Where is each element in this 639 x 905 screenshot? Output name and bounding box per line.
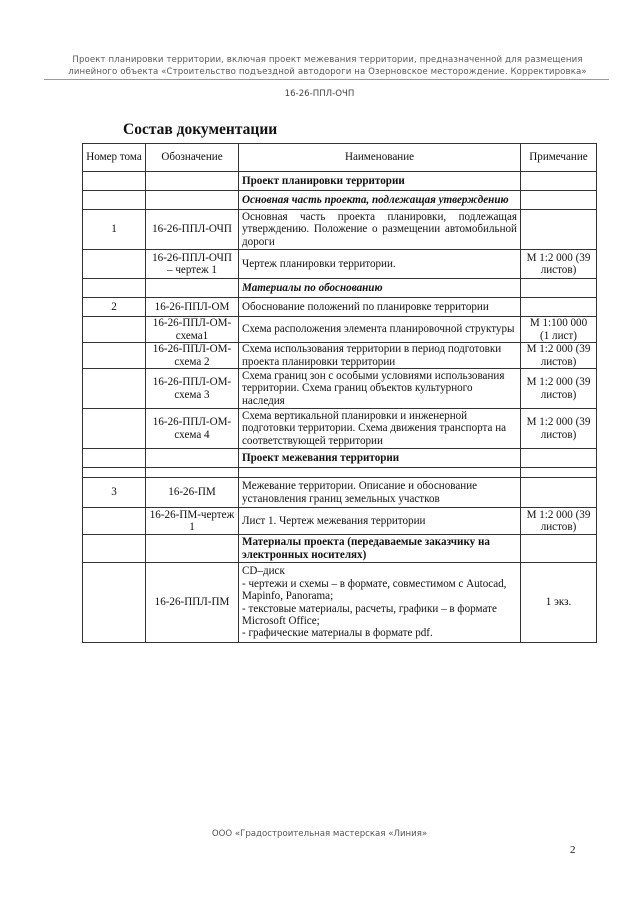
cell-designation: 16-26-ППЛ-ОМ-схема 3 bbox=[146, 369, 239, 409]
cell-note: М 1:2 000 (39 листов) bbox=[521, 409, 597, 449]
document-code: 16-26-ППЛ-ОЧП bbox=[284, 89, 355, 99]
cell-num bbox=[83, 343, 146, 369]
cell-num bbox=[83, 191, 146, 210]
cell-name bbox=[239, 210, 521, 250]
cell-note bbox=[521, 210, 597, 250]
cell-designation: 16-26-ППЛ-ОМ bbox=[146, 298, 239, 317]
header-cell-name: Наименование bbox=[239, 144, 521, 172]
cell-empty bbox=[83, 468, 146, 478]
cell-num bbox=[83, 535, 146, 563]
header-cell-num: Номер тома bbox=[83, 144, 146, 172]
cell-empty bbox=[239, 468, 521, 478]
cell-designation bbox=[146, 279, 239, 298]
cell-num bbox=[83, 409, 146, 449]
cell-note: М 1:2 000 (39 листов) bbox=[521, 508, 597, 535]
table-row bbox=[83, 191, 597, 210]
cell-note bbox=[521, 449, 597, 468]
cell-num bbox=[83, 317, 146, 343]
table-row bbox=[83, 478, 597, 508]
cell-name: Чертеж планировки территории. bbox=[239, 250, 521, 279]
cell-note bbox=[521, 279, 597, 298]
table-row bbox=[83, 250, 597, 279]
cell-note: 1 экз. bbox=[521, 563, 597, 643]
cell-designation bbox=[146, 191, 239, 210]
cell-name: Межевание территории. Описание и обоснование установления границ земельных участков bbox=[239, 478, 521, 508]
cell-num: 2 bbox=[83, 298, 146, 317]
cell-num bbox=[83, 172, 146, 191]
cell-note bbox=[521, 535, 597, 563]
cell-name: Схема расположения элемента планировочной структуры bbox=[239, 317, 521, 343]
cell-note: М 1:2 000 (39 листов) bbox=[521, 369, 597, 409]
cell-name: Обоснование положений по планировке территории bbox=[239, 298, 521, 317]
cell-num bbox=[83, 449, 146, 468]
subsection-heading: Основная часть проекта, подлежащая утверждению bbox=[239, 191, 521, 210]
table-row bbox=[83, 369, 597, 409]
cell-designation bbox=[146, 535, 239, 563]
page-number: 2 bbox=[570, 844, 576, 856]
cell-note bbox=[521, 478, 597, 508]
cell-name: Схема границ зон с особыми условиями использования территории. Схема границ объектов культурного наследия bbox=[239, 369, 521, 409]
cell-designation: 16-26-ППЛ-ОЧП bbox=[146, 210, 239, 250]
cell-num bbox=[83, 563, 146, 643]
table-row bbox=[83, 279, 597, 298]
cell-num: 1 bbox=[83, 210, 146, 250]
section-heading: Проект планировки территории bbox=[239, 172, 521, 191]
header-cell-designation: Обозначение bbox=[146, 144, 239, 172]
footer-company: ООО «Градостроительная мастерская «Линия» bbox=[211, 829, 428, 839]
cell-name: Схема вертикальной планировки и инженерной подготовки территории. Схема движения транспорта на соответствующей территории bbox=[239, 409, 521, 449]
cell-num bbox=[83, 369, 146, 409]
table-row bbox=[83, 172, 597, 191]
cell-num bbox=[83, 508, 146, 535]
cell-note bbox=[521, 172, 597, 191]
cell-designation: 16-26-ППЛ-ПМ bbox=[146, 563, 239, 643]
table-row bbox=[83, 317, 597, 343]
cell-designation: 16-26-ППЛ-ОМ-схема1 bbox=[146, 317, 239, 343]
cell-designation: 16-26-ППЛ-ОЧП – чертеж 1 bbox=[146, 250, 239, 279]
page-title: Состав документации bbox=[123, 121, 278, 138]
cell-note: М 1:2 000 (39 листов) bbox=[521, 250, 597, 279]
cell-num: 3 bbox=[83, 478, 146, 508]
cell-empty bbox=[146, 468, 239, 478]
cell-num bbox=[83, 250, 146, 279]
cell-designation: 16-26-ПМ bbox=[146, 478, 239, 508]
table-row bbox=[83, 343, 597, 369]
cell-name: Лист 1. Чертеж межевания территории bbox=[239, 508, 521, 535]
header-line-2: линейного объекта «Строительство подъездной автодороги на Озерновское месторождение. Корректировка» bbox=[68, 67, 587, 77]
cell-designation bbox=[146, 172, 239, 191]
cell-designation: 16-26-ПМ-чертеж 1 bbox=[146, 508, 239, 535]
table-row bbox=[83, 508, 597, 535]
table-row bbox=[83, 298, 597, 317]
table-row bbox=[83, 409, 597, 449]
cell-note: М 1:2 000 (39 листов) bbox=[521, 343, 597, 369]
cell-num bbox=[83, 279, 146, 298]
table-header-row bbox=[83, 144, 597, 172]
cell-name-text: Основная часть проекта планировки, подлежащая утверждению. Положение о размещении автомобильной дороги bbox=[242, 210, 517, 248]
cell-note bbox=[521, 298, 597, 317]
cell-note: М 1:100 000 (1 лист) bbox=[521, 317, 597, 343]
cell-designation: 16-26-ППЛ-ОМ-схема 2 bbox=[146, 343, 239, 369]
table-row bbox=[83, 563, 597, 643]
subsection-heading: Материалы по обоснованию bbox=[239, 279, 521, 298]
cell-note bbox=[521, 191, 597, 210]
table-row-empty bbox=[83, 468, 597, 478]
cell-empty bbox=[521, 468, 597, 478]
header-line-1: Проект планировки территории, включая проект межевания территории, предназначенной для размещения bbox=[72, 55, 583, 65]
documentation-table bbox=[82, 143, 597, 643]
section-heading: Материалы проекта (передаваемые заказчику на электронных носителях) bbox=[239, 535, 521, 563]
table-row bbox=[83, 535, 597, 563]
section-heading: Проект межевания территории bbox=[239, 449, 521, 468]
table-row bbox=[83, 449, 597, 468]
cell-designation: 16-26-ППЛ-ОМ-схема 4 bbox=[146, 409, 239, 449]
table-row bbox=[83, 210, 597, 250]
header-divider bbox=[44, 79, 609, 80]
cell-designation bbox=[146, 449, 239, 468]
header-cell-note: Примечание bbox=[521, 144, 597, 172]
cell-name: CD–диск - чертежи и схемы – в формате, совместимом с Autocad, Mapinfo, Panorama; - текстовые материалы, расчеты, графики – в формате Microsoft Office; - графические материалы в формате pdf. bbox=[239, 563, 521, 643]
cell-name: Схема использования территории в период подготовки проекта планировки территории bbox=[239, 343, 521, 369]
